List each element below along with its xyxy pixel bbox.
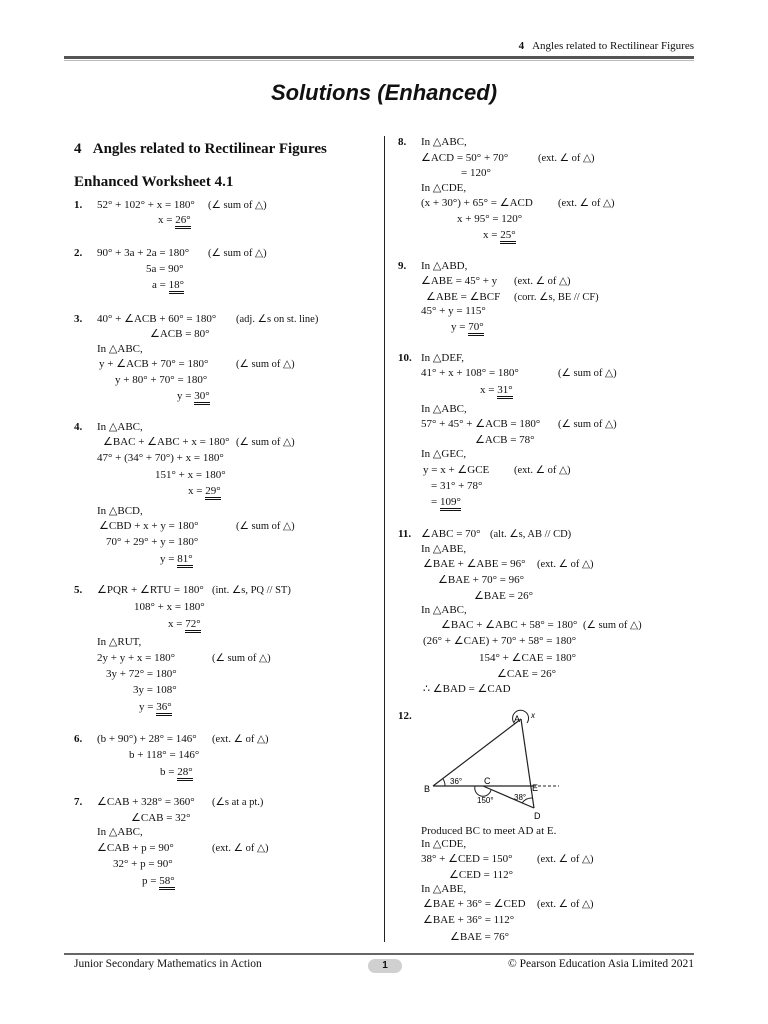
equation-line: 52° + 102° + x = 180° (97, 199, 195, 211)
final-answer: 70° (468, 321, 483, 336)
answer-prefix: b = (160, 766, 178, 778)
final-answer: 109° (440, 496, 461, 511)
reason: (ext. ∠ of △) (514, 465, 571, 476)
reason: (∠ sum of △) (208, 200, 267, 211)
question-number: 9. (398, 260, 407, 272)
final-answer: 25° (500, 229, 515, 244)
answer-prefix: p = (142, 875, 160, 887)
equation-line: 3y = 108° (133, 684, 177, 696)
answer-line (160, 553, 193, 566)
equation-line: 3y + 72° = 180° (106, 668, 177, 680)
statement-line: Produced BC to meet AD at E. (421, 825, 557, 837)
final-answer: 81° (177, 553, 192, 568)
reason: (ext. ∠ of △) (537, 854, 594, 865)
answer-line (158, 214, 191, 227)
answer-prefix: x = (188, 485, 206, 497)
equation-line: ∠CAE = 26° (497, 668, 556, 680)
answer-prefix: x = (480, 384, 498, 396)
reason: (corr. ∠s, BE // CF) (514, 292, 599, 303)
reason: (∠ sum of △) (208, 248, 267, 259)
equation-line: y + ∠ACB + 70° = 180° (99, 358, 209, 370)
answer-line (160, 766, 193, 779)
reason: (ext. ∠ of △) (538, 153, 595, 164)
equation-line: 41° + x + 108° = 180° (421, 367, 519, 379)
equation-line: x + 95° = 120° (457, 213, 523, 225)
equation-line: ∠BAE = 76° (450, 931, 509, 943)
reason: (ext. ∠ of △) (537, 559, 594, 570)
final-answer: 28° (177, 766, 192, 781)
reason: (∠ sum of △) (236, 359, 295, 370)
equation-line: ∠BAE + ∠ABE = 96° (423, 558, 526, 570)
equation-line: y = x + ∠GCE (423, 464, 490, 476)
answer-line (483, 229, 516, 242)
header-chapter-title: Angles related to Rectilinear Figures (532, 40, 694, 52)
final-answer: 31° (497, 384, 512, 399)
final-answer: 30° (194, 390, 209, 405)
equation-line: (b + 90°) + 28° = 146° (97, 733, 197, 745)
statement-line: In △GEC, (421, 448, 467, 460)
reason: (ext. ∠ of △) (537, 899, 594, 910)
equation-line: 108° + x = 180° (134, 601, 205, 613)
equation-line: 40° + ∠ACB + 60° = 180° (97, 313, 217, 325)
reason: (ext. ∠ of △) (212, 843, 269, 854)
answer-line (168, 618, 201, 631)
question-number: 4. (74, 421, 83, 433)
statement-line: In △DEF, (421, 352, 465, 364)
equation-line: ∠ABC = 70° (421, 528, 481, 540)
question-number: 5. (74, 584, 83, 596)
footer-copyright: © Pearson Education Asia Limited 2021 (508, 958, 694, 970)
answer-line (451, 321, 484, 334)
reason: (∠ sum of △) (583, 620, 642, 631)
equation-line: ∠BAE + 36° = 112° (423, 914, 515, 926)
answer-prefix: x = (483, 229, 501, 241)
running-header (519, 40, 694, 52)
equation-line: 154° + ∠CAE = 180° (479, 652, 577, 664)
answer-line (480, 384, 513, 397)
final-answer: 26° (175, 214, 190, 229)
question-number: 11. (398, 528, 412, 540)
answer-prefix: x = (158, 214, 176, 226)
question-number: 12. (398, 710, 412, 722)
equation-line: 5a = 90° (146, 263, 184, 275)
reason: (∠ sum of △) (212, 653, 271, 664)
label-d: D (534, 811, 541, 821)
statement-line: In △ABC, (421, 604, 467, 616)
reason: (∠s at a pt.) (212, 797, 264, 808)
equation-line: = 31° + 78° (431, 480, 483, 492)
answer-prefix: = (431, 496, 440, 508)
equation-line: 45° + y = 115° (421, 305, 486, 317)
equation-line: ∠ACD = 50° + 70° (421, 152, 509, 164)
equation-line: 70° + 29° + y = 180° (106, 536, 199, 548)
label-angle-36: 36° (450, 777, 463, 786)
answer-prefix: y = (451, 321, 469, 333)
equation-line: ∠BAE + 70° = 96° (438, 574, 525, 586)
reason: (∠ sum of △) (558, 419, 617, 430)
question-number: 10. (398, 352, 412, 364)
statement-line: In △ABC, (421, 403, 467, 415)
worksheet-heading: Enhanced Worksheet 4.1 (74, 174, 234, 190)
label-x: x (531, 711, 535, 720)
statement-line: In △RUT, (97, 636, 142, 648)
header-chapter-num: 4 (518, 40, 525, 52)
equation-line: (x + 30°) + 65° = ∠ACD (421, 197, 533, 209)
statement-line: In △ABD, (421, 260, 468, 272)
answer-line (431, 496, 461, 509)
equation-line: y + 80° + 70° = 180° (115, 374, 208, 386)
equation-line: ∠BAE + 36° = ∠CED (423, 898, 526, 910)
equation-line: 57° + 45° + ∠ACB = 180° (421, 418, 541, 430)
equation-line: b + 118° = 146° (129, 749, 200, 761)
label-angle-150: 150° (477, 796, 494, 805)
equation-line: (26° + ∠CAE) + 70° + 58° = 180° (423, 635, 577, 647)
question-number: 6. (74, 733, 83, 745)
equation-line: 151° + x = 180° (155, 469, 226, 481)
answer-prefix: x = (168, 618, 186, 630)
footer-book-title: Junior Secondary Mathematics in Action (74, 958, 262, 970)
answer-prefix: a = (152, 279, 169, 291)
reason: (alt. ∠s, AB // CD) (490, 529, 572, 540)
statement-line: In △BCD, (97, 505, 143, 517)
equation-line: ∠CBD + x + y = 180° (99, 520, 199, 532)
angle-arc-b (443, 779, 445, 786)
final-answer: 72° (185, 618, 200, 633)
answer-line (177, 390, 210, 403)
header-rule-thin (64, 60, 694, 61)
equation-line: ∠BAC + ∠ABC + 58° = 180° (441, 619, 578, 631)
final-answer: 18° (169, 279, 184, 294)
label-angle-38: 38° (514, 793, 527, 802)
chapter-title: Angles related to Rectilinear Figures (92, 141, 327, 157)
label-e: E (532, 783, 539, 793)
chapter-heading (74, 141, 327, 158)
header-rule (64, 56, 694, 59)
statement-line: In △ABE, (421, 543, 467, 555)
question-number: 1. (74, 199, 83, 211)
footer-rule (64, 953, 694, 955)
final-answer: 29° (205, 485, 220, 500)
angle-arc-c (475, 786, 491, 796)
equation-line: ∠CAB + p = 90° (97, 842, 174, 854)
equation-line: ∠BAE = 26° (474, 590, 533, 602)
final-answer: 36° (156, 701, 171, 716)
label-c: C (484, 776, 491, 786)
reason: (ext. ∠ of △) (514, 276, 571, 287)
equation-line: ∠CAB + 328° = 360° (97, 796, 195, 808)
equation-line: 47° + (34° + 70°) + x = 180° (97, 452, 224, 464)
equation-line: ∠ABE = ∠BCF (426, 291, 501, 303)
statement-line: In △ABC, (97, 826, 143, 838)
equation-line: 38° + ∠CED = 150° (421, 853, 513, 865)
equation-line: ∠ACB = 78° (475, 434, 535, 446)
column-divider (384, 136, 385, 942)
reason: (adj. ∠s on st. line) (236, 314, 319, 325)
reason: (ext. ∠ of △) (558, 198, 615, 209)
answer-prefix: y = (160, 553, 178, 565)
equation-line: ∠ABE = 45° + y (421, 275, 498, 287)
question-number: 8. (398, 136, 407, 148)
answer-prefix: y = (139, 701, 157, 713)
reason: (∠ sum of △) (558, 368, 617, 379)
triangle-figure (418, 704, 568, 828)
answer-line (152, 279, 184, 292)
answer-line (142, 875, 175, 888)
label-b: B (424, 784, 431, 794)
question-number: 3. (74, 313, 83, 325)
equation-line: 90° + 3a + 2a = 180° (97, 247, 190, 259)
equation-line: 32° + p = 90° (113, 858, 173, 870)
answer-prefix: y = (177, 390, 195, 402)
question-number: 2. (74, 247, 83, 259)
statement-line: In △ABE, (421, 883, 467, 895)
statement-line: In △CDE, (421, 838, 467, 850)
equation-line: ∠CAB = 32° (131, 812, 191, 824)
equation-line: ∠PQR + ∠RTU = 180° (97, 584, 204, 596)
answer-line (188, 485, 221, 498)
page-title: Solutions (Enhanced) (270, 80, 498, 105)
equation-line: 2y + y + x = 180° (97, 652, 176, 664)
conclusion-line: ∴ ∠BAD = ∠CAD (423, 683, 511, 695)
line-BA (433, 719, 521, 786)
reason: (∠ sum of △) (236, 437, 295, 448)
chapter-num: 4 (74, 141, 82, 157)
page-number: 1 (368, 959, 402, 973)
question-number: 7. (74, 796, 83, 808)
statement-line: In △CDE, (421, 182, 467, 194)
equation-line: ∠BAC + ∠ABC + x = 180° (103, 436, 230, 448)
final-answer: 58° (159, 875, 174, 890)
statement-line: In △ABC, (97, 421, 143, 433)
statement-line: In △ABC, (421, 136, 467, 148)
reason: (ext. ∠ of △) (212, 734, 269, 745)
statement-line: In △ABC, (97, 343, 143, 355)
reason: (int. ∠s, PQ // ST) (212, 585, 291, 596)
label-a: A (514, 714, 521, 724)
equation-line: ∠CED = 112° (449, 869, 514, 881)
reason: (∠ sum of △) (236, 521, 295, 532)
answer-line (139, 701, 172, 714)
equation-line: ∠ACB = 80° (150, 328, 210, 340)
equation-line: = 120° (461, 167, 491, 179)
